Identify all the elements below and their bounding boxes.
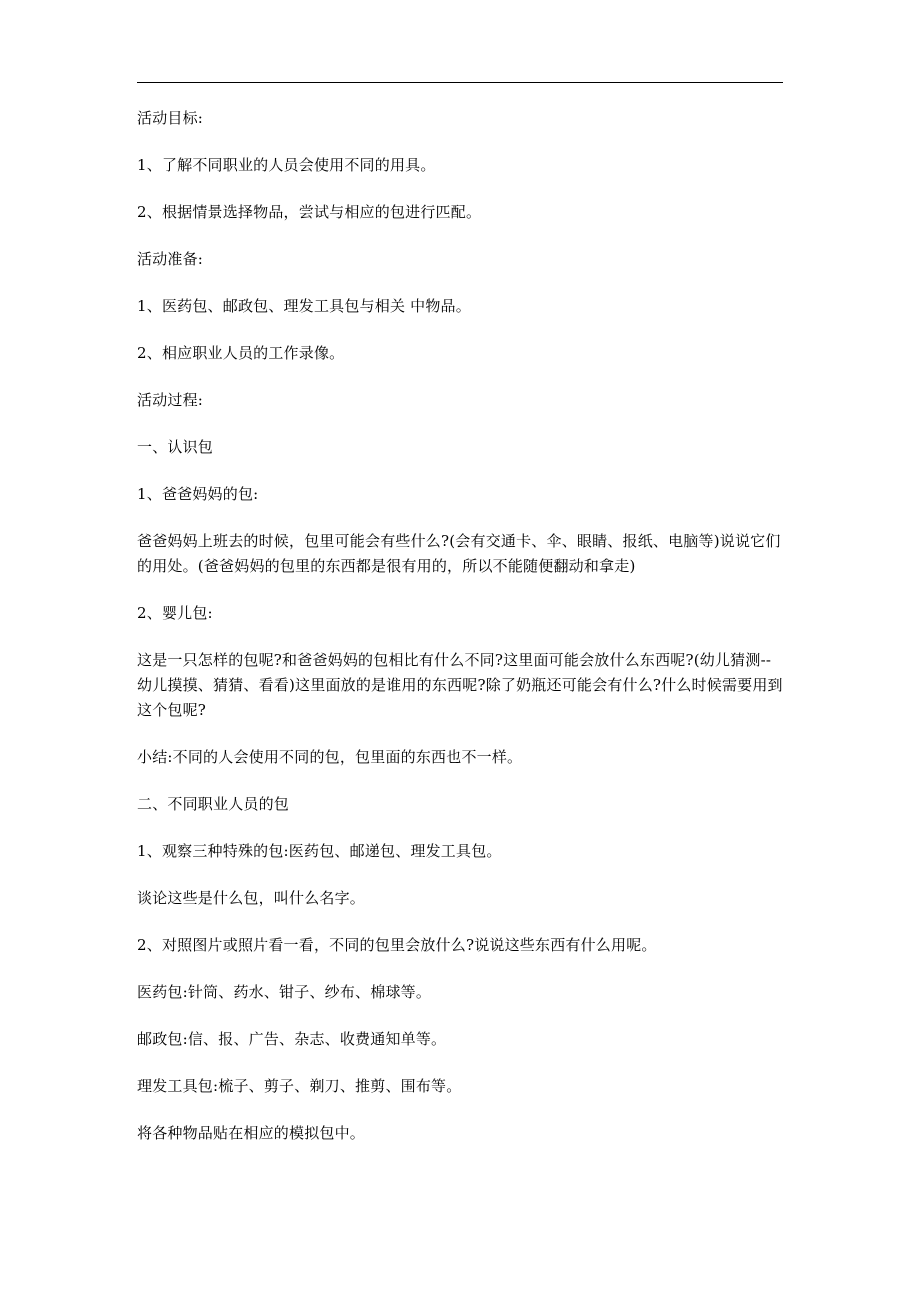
- preparation-item-1: 1、医药包、邮政包、理发工具包与相关 中物品。: [137, 297, 471, 315]
- summary-text: 小结:不同的人会使用不同的包，包里面的东西也不一样。: [137, 748, 523, 766]
- goal-item-1: 1、了解不同职业的人员会使用不同的用具。: [137, 156, 436, 174]
- parents-bag-text: 爸爸妈妈上班去的时候，包里可能会有些什么?(会有交通卡、伞、眼睛、报纸、电脑等)说说它们的用处。(爸爸妈妈的包里的东西都是很有用的，所以不能随便翻动和拿走): [137, 532, 781, 575]
- medical-bag-items: 医药包:针筒、药水、钳子、纱布、棉球等。: [137, 983, 432, 1001]
- section-heading-2: 二、不同职业人员的包: [137, 795, 290, 813]
- baby-bag-text: 这是一只怎样的包呢?和爸爸妈妈的包相比有什么不同?这里面可能会放什么东西呢?(幼儿猜测--幼儿摸摸、猜猜、看看)这里面放的是谁用的东西呢?除了奶瓶还可能会有什么?什么时候需要用到这个包呢?: [137, 651, 783, 719]
- heading-activity-preparation: 活动准备:: [137, 250, 204, 268]
- subheading-parents-bag: 1、爸爸妈妈的包:: [137, 485, 259, 503]
- heading-activity-goals: 活动目标:: [137, 109, 204, 127]
- discuss-bags-text: 谈论这些是什么包，叫什么名字。: [137, 889, 366, 907]
- compare-pictures-text: 2、对照图片或照片看一看，不同的包里会放什么?说说这些东西有什么用呢。: [137, 936, 657, 954]
- goal-item-2: 2、根据情景选择物品，尝试与相应的包进行匹配。: [137, 203, 482, 221]
- observe-bags-text: 1、观察三种特殊的包:医药包、邮递包、理发工具包。: [137, 842, 502, 860]
- document-body: [137, 106, 785, 1168]
- paste-items-text: 将各种物品贴在相应的模拟包中。: [137, 1124, 366, 1142]
- subheading-baby-bag: 2、婴儿包:: [137, 604, 213, 622]
- section-heading-1: 一、认识包: [137, 438, 214, 456]
- preparation-item-2: 2、相应职业人员的工作录像。: [137, 344, 345, 362]
- barber-bag-items: 理发工具包:梳子、剪子、剃刀、推剪、围布等。: [137, 1077, 462, 1095]
- postal-bag-items: 邮政包:信、报、广告、杂志、收费通知单等。: [137, 1030, 447, 1048]
- header-rule: [137, 82, 783, 83]
- heading-activity-process: 活动过程:: [137, 391, 204, 409]
